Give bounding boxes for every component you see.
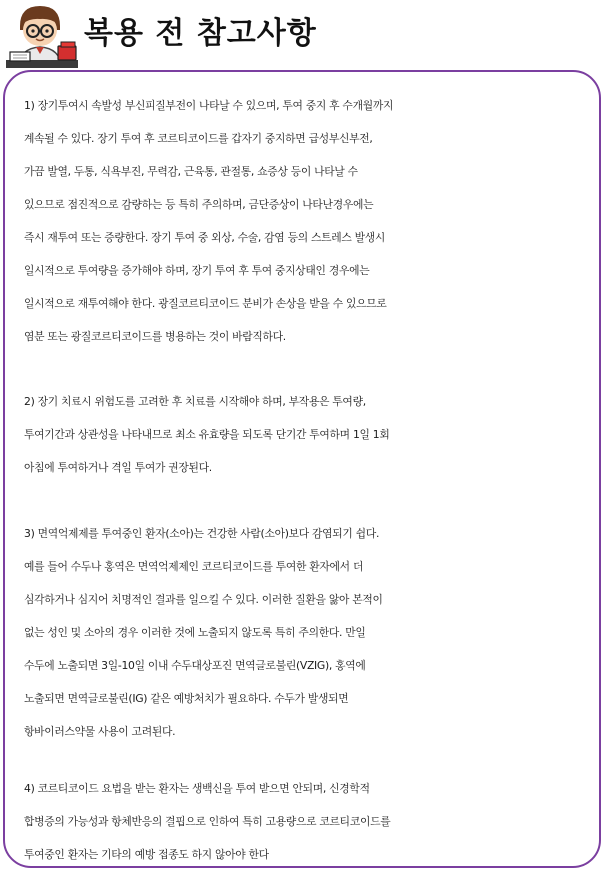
note-line: 노출되면 면역글로불린(IG) 같은 예방처치가 필요하다. 수두가 발생되면 (24, 692, 349, 705)
note-line: 예를 들어 수두나 홍역은 면역억제제인 코르티코이드를 투여한 환자에서 더 (24, 560, 364, 573)
note-line: 염분 또는 광질코르티코이드를 병용하는 것이 바람직하다. (24, 330, 286, 343)
note-line: 있으므로 점진적으로 감량하는 등 특히 주의하며, 금단증상이 나타난경우에는 (24, 198, 374, 211)
note-line: 수두에 노출되면 3일-10일 이내 수두대상포진 면역글로불린(VZIG), 홍역에 (24, 659, 366, 672)
note-section-3 (24, 517, 596, 748)
notes-panel (3, 70, 601, 868)
note-line: 투여중인 환자는 기타의 예방 접종도 하지 않아야 한다 (24, 848, 269, 861)
note-section-2 (24, 385, 596, 484)
note-line: 가끔 발열, 두통, 식욕부진, 무력감, 근육통, 관절통, 쇼증상 등이 나타날 수 (24, 165, 358, 178)
note-line: 즉시 재투여 또는 증량한다. 장기 투여 중 외상, 수술, 감염 등의 스트레스 발생시 (24, 231, 386, 244)
student-reading-icon (6, 2, 78, 68)
note-line: 아침에 투여하거나 격일 투여가 권장된다. (24, 461, 212, 474)
note-line: 일시적으로 재투여해야 한다. 광질코르티코이드 분비가 손상을 받을 수 있으므로 (24, 297, 387, 310)
note-line: 항바이러스약물 사용이 고려된다. (24, 725, 176, 738)
page-title: 복용 전 참고사항 (84, 16, 317, 51)
header (0, 0, 606, 70)
note-line: 1) 장기투여시 속발성 부신피질부전이 나타날 수 있으며, 투여 중지 후 수개월까지 (24, 99, 394, 112)
note-line: 없는 성인 및 소아의 경우 이러한 것에 노출되지 않도록 특히 주의한다. 만일 (24, 626, 366, 639)
note-line: 합병증의 가능성과 항체반응의 결핍으로 인하여 특히 고용량으로 코르티코이드를 (24, 815, 391, 828)
note-line: 3) 면역억제제를 투여중인 환자(소아)는 건강한 사람(소아)보다 감염되기 쉽다. (24, 527, 380, 540)
note-line: 4) 코르티코이드 요법을 받는 환자는 생백신을 투여 받으면 안되며, 신경학적 (24, 782, 370, 795)
note-line: 심각하거나 심지어 치명적인 결과를 일으킬 수 있다. 이러한 질환을 앓아 본적이 (24, 593, 383, 606)
note-section-1 (24, 89, 596, 353)
note-line: 계속될 수 있다. 장기 투여 후 코르티코이드를 갑자기 중지하면 급성부신부전, (24, 132, 373, 145)
note-section-4 (24, 772, 596, 871)
note-line: 2) 장기 치료시 위험도를 고려한 후 치료를 시작해야 하며, 부작용은 투여량, (24, 395, 366, 408)
note-line: 투여기간과 상관성을 나타내므로 최소 유효량을 되도록 단기간 투여하며 1일 1회 (24, 428, 390, 441)
note-line: 일시적으로 투여량을 증가해야 하며, 장기 투여 후 투여 중지상태인 경우에는 (24, 264, 370, 277)
